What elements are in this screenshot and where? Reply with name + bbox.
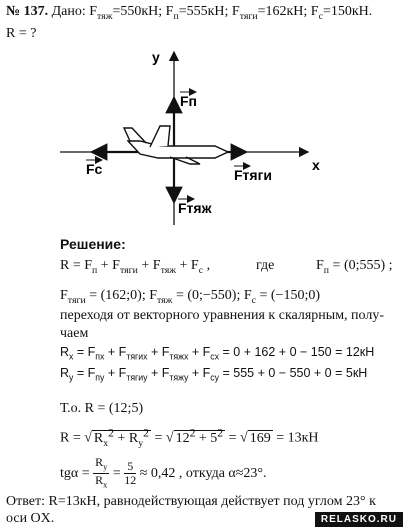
magnitude-eq2: = bbox=[228, 430, 237, 446]
equation-vector-sum: $R = F_п + F_{тяги} + F_{тяж} + F_с$ , bbox=[60, 258, 211, 276]
label-force-up: Fп bbox=[180, 93, 198, 109]
solution-heading: Решение: bbox=[60, 236, 126, 252]
tg-num: $R_y$ bbox=[93, 456, 109, 474]
tg-num2: 5 bbox=[124, 460, 136, 474]
transition-line-2: чаем bbox=[60, 326, 89, 341]
answer-line-2: оси OX. bbox=[6, 511, 55, 526]
magnitude-root3: 169 bbox=[249, 430, 271, 446]
answer-line-1: Ответ: R=13кН, равнодействующая действует под углом 23° к bbox=[6, 494, 376, 509]
question-text: R = ? bbox=[6, 26, 37, 41]
airplane-icon bbox=[124, 126, 228, 164]
force-diagram bbox=[0, 40, 409, 230]
tg-den: $R_x$ bbox=[95, 473, 108, 490]
problem-header bbox=[6, 4, 372, 22]
label-force-right: Fтяги bbox=[234, 167, 273, 183]
tangent-line bbox=[60, 456, 267, 492]
ry-equation: $R_y = F_{пy} + F_{тягиy} + F_{тяжy} + F_{сy} = 555 + 0 - 550 + 0 = 5кН$ bbox=[60, 366, 368, 383]
tg-eq: = bbox=[112, 466, 121, 482]
tg-lhs: tgα = bbox=[60, 466, 90, 482]
magnitude-lhs: R = bbox=[60, 430, 81, 446]
r-vector: R = (12;5) bbox=[84, 401, 144, 416]
tg-fraction-2 bbox=[124, 460, 136, 487]
transition-line-1: переходя от векторного уравнения к скалярным, полу- bbox=[60, 308, 385, 323]
where-label: где bbox=[256, 258, 275, 273]
label-force-left: Fс bbox=[86, 161, 103, 177]
tg-result: ≈ 0,42 , откуда α≈23°. bbox=[139, 466, 267, 482]
problem-number: № 137. bbox=[6, 4, 49, 19]
magnitude-line: R = √ $R_x^2 + R_y^2$ = √ $12^2 + 5^2$ = √ 169 = 13кН bbox=[60, 426, 319, 449]
magnitude-root1: $R_x^2 + R_y^2$ bbox=[93, 426, 149, 449]
result-vector-line bbox=[60, 401, 143, 417]
magnitude-eq1: = bbox=[154, 430, 163, 446]
fp-value: $F_п$ = (0;555) ; bbox=[316, 258, 393, 276]
given-values: $F_{тяж}=550кН$; $F_п=555кН$; $F_{тяги}=162кН$; $F_с=150кН$. bbox=[89, 4, 373, 22]
label-x: x bbox=[312, 157, 320, 173]
tg-fraction-1 bbox=[93, 456, 109, 492]
given-label: Дано: bbox=[51, 4, 86, 19]
to-label: Т.о. bbox=[60, 401, 82, 416]
magnitude-root2: $12^2 + 5^2$ bbox=[175, 426, 224, 446]
label-y: y bbox=[152, 49, 160, 65]
tg-den2: 12 bbox=[124, 473, 137, 488]
rx-equation: $R_x = F_{пх} + F_{тягих} + F_{тяжх} + F_{сх} = 0 + 162 + 0 - 150 = 12кН$ bbox=[60, 345, 375, 362]
magnitude-result: = 13кН bbox=[276, 430, 319, 446]
force-components: $F_{тяги}$ = (162;0); $F_{тяж}$ = (0;−550); $F_с$ = (−150;0) bbox=[60, 288, 321, 306]
label-force-down: Fтяж bbox=[178, 200, 212, 216]
watermark-logo: RELASKO.RU bbox=[315, 512, 403, 527]
